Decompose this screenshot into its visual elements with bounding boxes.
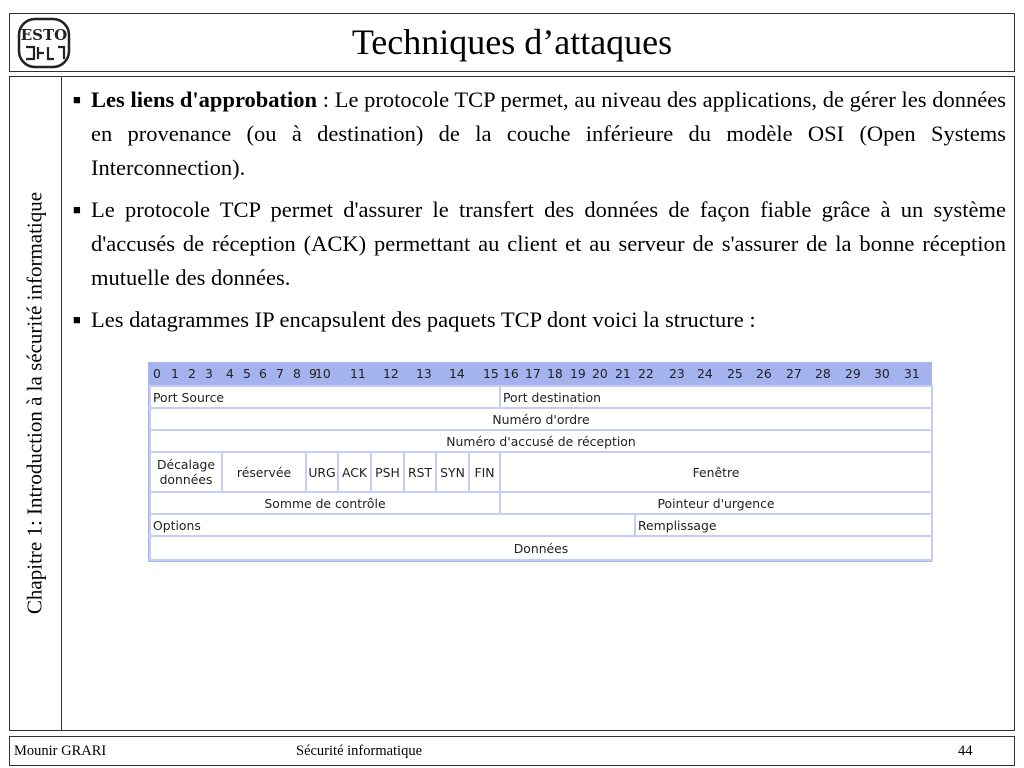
bullet-list — [72, 83, 1006, 345]
tcp-header-diagram — [148, 362, 932, 562]
bit-label: 5 — [243, 366, 251, 381]
bit-label: 19 — [570, 366, 586, 381]
bit-label: 22 — [638, 366, 654, 381]
bit-label: 2 — [188, 366, 196, 381]
port-source-cell: Port Source — [149, 385, 501, 409]
bit-label: 26 — [756, 366, 772, 381]
bullet-item: ■ Le protocole TCP permet d'assurer le transfert des données de façon fiable grâce à un système d'accusés de réception (ACK) permettant au client et au serveur de s'assurer de la bonne réception mutuelle des données. — [72, 193, 1006, 295]
bit-label: 30 — [874, 366, 890, 381]
flag-urg-cell: URG — [305, 451, 339, 493]
footer-page-number: 44 — [958, 743, 973, 759]
bit-label: 9 — [309, 366, 317, 381]
square-bullet-icon: ■ — [73, 312, 81, 327]
bit-label: 28 — [815, 366, 831, 381]
padding-cell: Remplissage — [634, 513, 933, 537]
bit-label: 23 — [669, 366, 685, 381]
bit-label: 21 — [615, 366, 631, 381]
bit-label: 8 — [293, 366, 301, 381]
bit-label: 20 — [592, 366, 608, 381]
bit-label: 0 — [153, 366, 161, 381]
bit-label: 25 — [727, 366, 743, 381]
bit-label: 6 — [259, 366, 267, 381]
urgent-pointer-cell: Pointeur d'urgence — [499, 491, 933, 515]
chapter-label: Chapitre 1: Introduction à la sécurité informatique — [22, 191, 47, 615]
reserved-cell: réservée — [221, 451, 307, 493]
bit-label: 11 — [350, 366, 366, 381]
bit-label: 4 — [226, 366, 234, 381]
square-bullet-icon: ■ — [73, 202, 81, 217]
bullet-item: ■ Les liens d'approbation : Le protocole TCP permet, au niveau des applications, de gérer les données en provenance (ou à destination) de la couche inférieure du modèle OSI (Open Systems Interconnection). — [72, 83, 1006, 185]
ack-number-cell: Numéro d'accusé de réception — [149, 429, 933, 453]
bit-label: 12 — [383, 366, 399, 381]
bit-label: 27 — [786, 366, 802, 381]
bit-label: 31 — [904, 366, 920, 381]
flag-ack-cell: ACK — [337, 451, 372, 493]
window-cell: Fenêtre — [499, 451, 933, 493]
bit-label: 13 — [416, 366, 432, 381]
slide-title: Techniques d’attaques — [351, 22, 673, 62]
bit-label: 16 — [503, 366, 519, 381]
footer-author: Mounir GRARI — [14, 743, 107, 759]
bit-label: 14 — [449, 366, 465, 381]
sequence-number-cell: Numéro d'ordre — [149, 407, 933, 431]
bullet-item: ■ Les datagrammes IP encapsulent des paquets TCP dont voici la structure : — [72, 303, 1006, 337]
options-cell: Options — [149, 513, 636, 537]
flag-syn-cell: SYN — [435, 451, 470, 493]
chapter-sidebar — [10, 77, 62, 730]
bit-label: 7 — [276, 366, 284, 381]
bit-label: 18 — [547, 366, 563, 381]
square-bullet-icon: ■ — [73, 92, 81, 107]
checksum-cell: Somme de contrôle — [149, 491, 501, 515]
bit-label: 10 — [315, 366, 331, 381]
bit-label: 15 — [483, 366, 499, 381]
port-destination-cell: Port destination — [499, 385, 933, 409]
flag-psh-cell: PSH — [370, 451, 405, 493]
svg-text:ESTO: ESTO — [20, 26, 68, 44]
bit-label: 17 — [525, 366, 541, 381]
bit-label: 29 — [845, 366, 861, 381]
bit-index-row — [149, 363, 931, 385]
flag-rst-cell: RST — [403, 451, 437, 493]
bit-label: 24 — [697, 366, 713, 381]
data-offset-cell: Décalage données — [149, 451, 223, 493]
slide-body — [9, 76, 1015, 731]
bit-label: 3 — [205, 366, 213, 381]
slide-footer — [9, 736, 1015, 766]
footer-course: Sécurité informatique — [296, 743, 423, 759]
data-cell: Données — [149, 535, 933, 561]
slide-header — [9, 13, 1015, 72]
bit-label: 1 — [171, 366, 179, 381]
flag-fin-cell: FIN — [468, 451, 501, 493]
